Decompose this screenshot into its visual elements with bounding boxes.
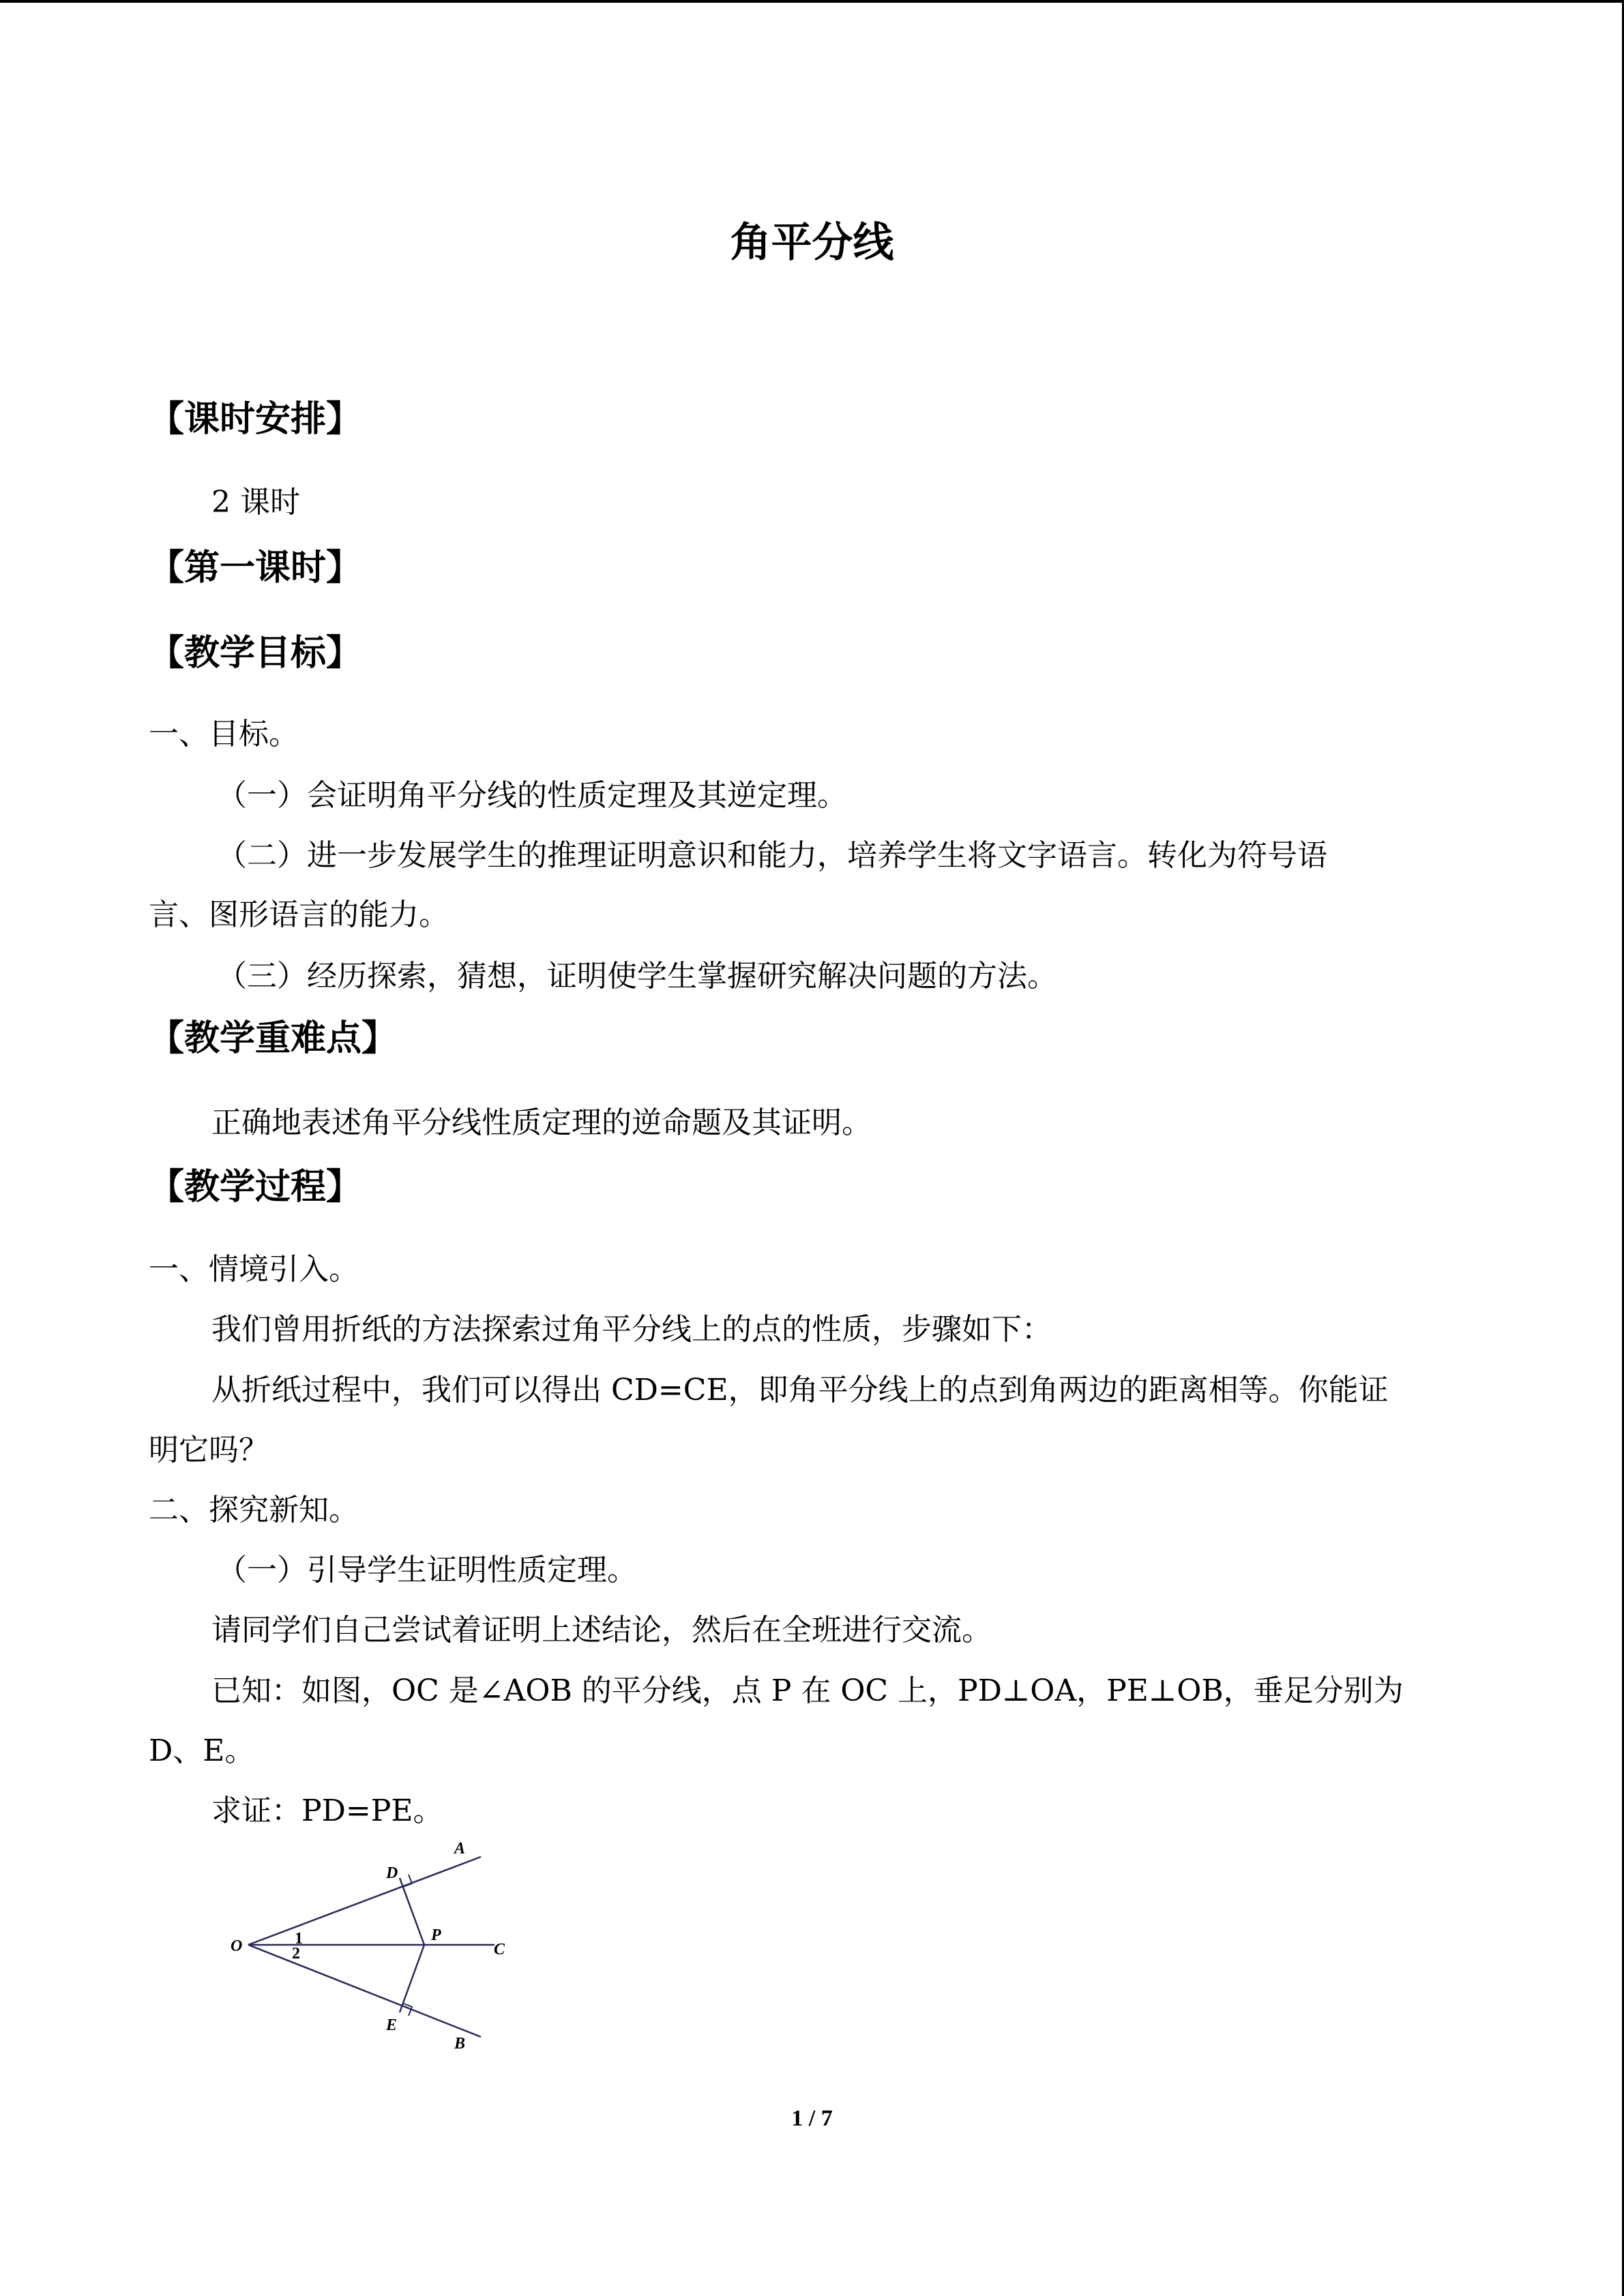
given-line1: 已知：如图，OC 是∠AOB 的平分线，点 P 在 OC 上，PD⊥OA，PE⊥OB，垂足分别为 [211, 1673, 1404, 1708]
key-points-text: 正确地表述角平分线性质定理的逆命题及其证明。 [211, 1105, 872, 1140]
lesson1-heading: 【第一课时】 [149, 547, 362, 588]
given-line2: D、E。 [149, 1733, 255, 1768]
label-angle-1: 1 [295, 1930, 303, 1948]
goal-3: （三）经历探索，猜想，证明使学生掌握研究解决问题的方法。 [217, 959, 1057, 994]
label-e: E [386, 2016, 398, 2034]
process-heading: 【教学过程】 [149, 1166, 362, 1208]
goal-2-line2: 言、图形语言的能力。 [149, 897, 449, 932]
label-o: O [231, 1937, 243, 1955]
page-top-border [0, 0, 1624, 3]
process-1-text2-line2: 明它吗？ [149, 1433, 269, 1467]
process-2: 二、探究新知。 [149, 1493, 359, 1527]
label-p: P [431, 1926, 441, 1944]
label-c: C [494, 1941, 505, 1958]
segment-pe [400, 1945, 424, 2012]
label-d: D [386, 1864, 398, 1882]
right-angle-mark-e [403, 2003, 412, 2016]
segment-pd [400, 1878, 424, 1945]
ray-ob [248, 1945, 481, 2037]
goal-2-line1: （二）进一步发展学生的推理证明意识和能力，培养学生将文字语言。转化为符号语 [217, 838, 1327, 873]
schedule-text: 2 课时 [211, 485, 300, 520]
process-2-sub1: （一）引导学生证明性质定理。 [217, 1553, 637, 1587]
label-angle-2: 2 [292, 1945, 300, 1963]
label-a: A [454, 1840, 466, 1858]
key-points-heading: 【教学重难点】 [149, 1017, 398, 1059]
goals-heading: 【教学目标】 [149, 632, 362, 674]
process-2-text1: 请同学们自己尝试着证明上述结论，然后在全班进行交流。 [211, 1613, 992, 1648]
angle-bisector-diagram [218, 1834, 505, 2059]
page-number: 1 / 7 [791, 2106, 833, 2131]
prove-statement: 求证：PD=PE。 [211, 1793, 443, 1828]
schedule-heading: 【课时安排】 [149, 398, 362, 440]
process-1-text2-line1: 从折纸过程中，我们可以得出 CD=CE，即角平分线上的点到角两边的距离相等。你能证 [211, 1373, 1389, 1407]
goal-1: （一）会证明角平分线的性质定理及其逆定理。 [217, 778, 847, 813]
label-b: B [454, 2035, 466, 2053]
ray-oa [248, 1857, 481, 1945]
goal-intro: 一、目标。 [149, 717, 299, 751]
process-1-text1: 我们曾用折纸的方法探索过角平分线上的点的性质，步骤如下： [211, 1312, 1052, 1347]
process-1: 一、情境引入。 [149, 1252, 359, 1287]
document-title: 角平分线 [730, 219, 894, 267]
